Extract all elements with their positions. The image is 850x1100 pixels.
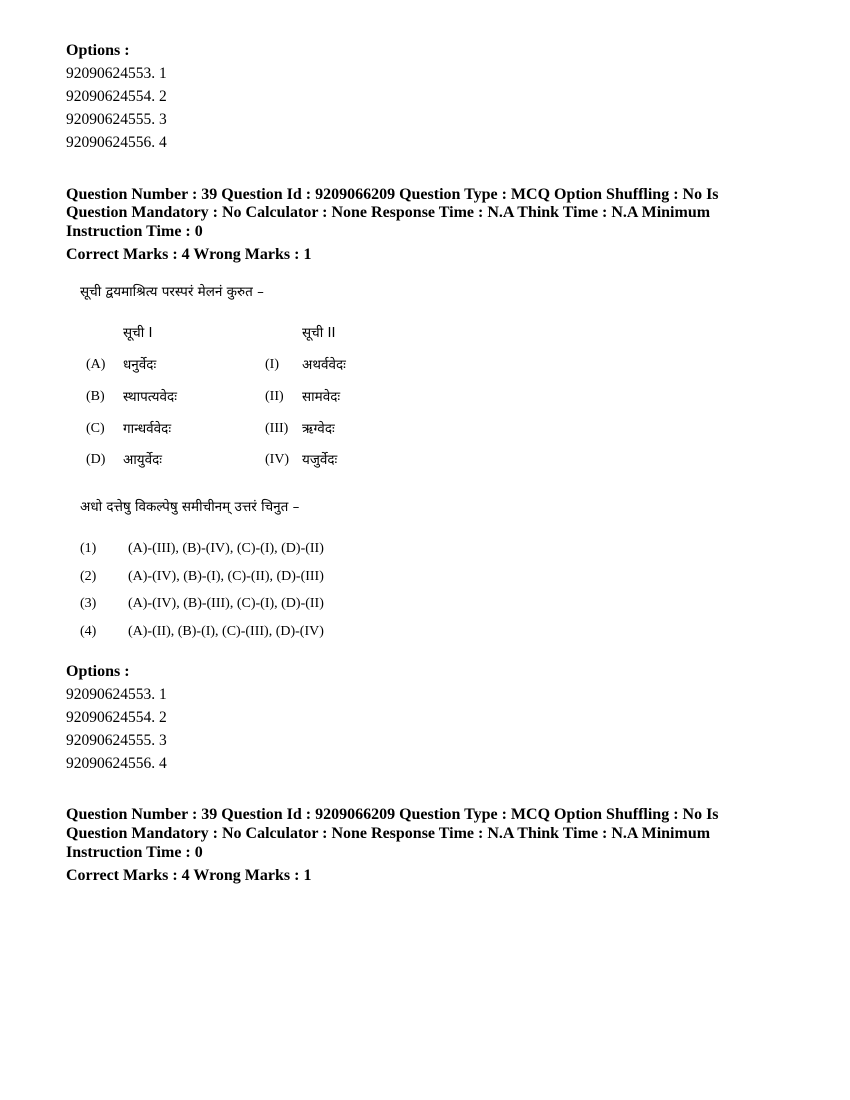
list1-code: (D) — [86, 452, 106, 467]
choice-text: (A)-(II), (B)-(I), (C)-(III), (D)-(IV) — [128, 624, 324, 639]
list1-code: (A) — [86, 357, 106, 372]
choice-number: (1) — [80, 541, 97, 556]
list1-code: (B) — [86, 389, 105, 404]
option-item: 92090624553. 1 — [66, 686, 167, 703]
option-item: 92090624553. 1 — [66, 65, 167, 82]
list2-code: (IV) — [265, 452, 290, 467]
question-meta-line: Question Mandatory : No Calculator : None Response Time : N.A Think Time : N.A Minimum — [66, 204, 711, 221]
option-item: 92090624556. 4 — [66, 134, 167, 151]
list1-item: स्थापत्यवेदः — [123, 389, 177, 405]
list2-item: यजुर्वेदः — [302, 452, 338, 468]
question-marks: Correct Marks : 4 Wrong Marks : 1 — [66, 867, 312, 884]
choice-text: (A)-(IV), (B)-(I), (C)-(II), (D)-(III) — [128, 569, 324, 584]
choice-number: (2) — [80, 569, 97, 584]
choice-text: (A)-(III), (B)-(IV), (C)-(I), (D)-(II) — [128, 541, 324, 556]
list1-item: गान्धर्ववेदः — [123, 421, 172, 437]
list2-item: ऋग्वेदः — [302, 421, 335, 437]
list2-code: (I) — [265, 357, 279, 372]
list2-code: (II) — [265, 389, 284, 404]
question-meta-line: Instruction Time : 0 — [66, 844, 203, 861]
list1-item: आयुर्वेदः — [123, 452, 163, 468]
list2-item: अथर्ववेदः — [302, 357, 346, 373]
choice-number: (4) — [80, 624, 97, 639]
question-meta-line: Question Number : 39 Question Id : 9209066209 Question Type : MCQ Option Shuffling : No Is — [66, 806, 719, 823]
question-instruction: सूची द्वयमाश्रित्य परस्परं मेलनं कुरुत – — [80, 284, 264, 300]
question-meta-line: Question Mandatory : No Calculator : None Response Time : N.A Think Time : N.A Minimum — [66, 825, 711, 842]
list2-header: सूची II — [302, 325, 336, 341]
choose-instruction: अधो दत्तेषु विकल्पेषु समीचीनम् उत्तरं चिनुत – — [80, 499, 300, 515]
option-item: 92090624555. 3 — [66, 111, 167, 128]
options-heading: Options : — [66, 42, 130, 59]
list1-header: सूची I — [123, 325, 153, 341]
list1-code: (C) — [86, 421, 105, 436]
question-meta-line: Question Number : 39 Question Id : 9209066209 Question Type : MCQ Option Shuffling : No Is — [66, 186, 719, 203]
option-item: 92090624555. 3 — [66, 732, 167, 749]
option-item: 92090624556. 4 — [66, 755, 167, 772]
choice-text: (A)-(IV), (B)-(III), (C)-(I), (D)-(II) — [128, 596, 324, 611]
choice-number: (3) — [80, 596, 97, 611]
options-heading: Options : — [66, 663, 130, 680]
list1-item: धनुर्वेदः — [123, 357, 157, 373]
question-meta-line: Instruction Time : 0 — [66, 223, 203, 240]
option-item: 92090624554. 2 — [66, 709, 167, 726]
option-item: 92090624554. 2 — [66, 88, 167, 105]
question-marks: Correct Marks : 4 Wrong Marks : 1 — [66, 246, 312, 263]
list2-item: सामवेदः — [302, 389, 341, 405]
list2-code: (III) — [265, 421, 289, 436]
